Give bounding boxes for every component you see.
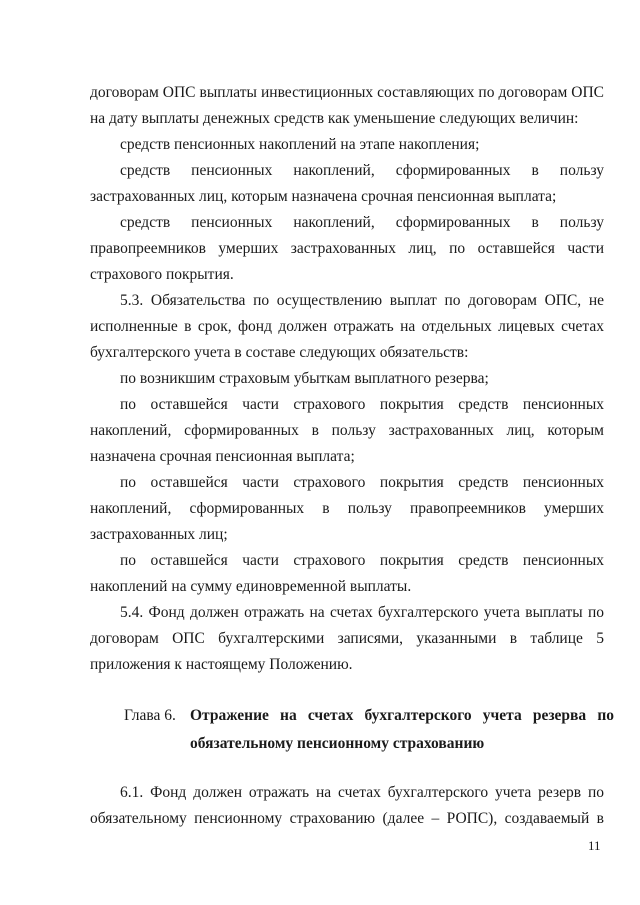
body-text — [90, 80, 604, 678]
page-number: 11 — [588, 838, 601, 853]
clause-6-1-line-2: обязательному пенсионному страхованию (далее – РОПС), создаваемый в — [90, 810, 604, 827]
chapter-title-line-1: Отражение на счетах бухгалтерского учета резерва по — [190, 707, 614, 724]
chapter-heading — [124, 702, 614, 758]
chapter-title-line-2: обязательному пенсионному страхованию — [190, 735, 485, 752]
clause-6-1 — [90, 780, 604, 832]
clause-5-4: 5.4. Фонд должен отражать на счетах бухгалтерского учета выплаты по договорам ОПС бухгалтерскими записями, указанными в таблице 5 приложения к настоящему Положению. — [90, 604, 604, 673]
list-item: средств пенсионных накоплений на этапе накопления; — [120, 136, 480, 153]
list-item: по оставшейся части страхового покрытия средств пенсионных накоплений на сумму единовременной выплаты. — [90, 552, 604, 595]
list-item: по оставшейся части страхового покрытия средств пенсионных накоплений, сформированных в пользу застрахованных лиц, которым назначена срочная пенсионная выплата; — [90, 396, 604, 465]
list-item: по возникшим страховым убыткам выплатного резерва; — [120, 370, 489, 387]
list-item: средств пенсионных накоплений, сформированных в пользу застрахованных лиц, которым назначена срочная пенсионная выплата; — [90, 162, 604, 205]
clause-5-3: 5.3. Обязательства по осуществлению выплат по договорам ОПС, не исполненные в срок, фонд должен отражать на отдельных лицевых счетах бухгалтерского учета в составе следующих обязательств: — [90, 292, 604, 361]
list-item: средств пенсионных накоплений, сформированных в пользу правопреемников умерших застрахованных лиц, по оставшейся части страхового покрытия. — [90, 214, 604, 283]
clause-6-1-line-1: 6.1. Фонд должен отражать на счетах бухгалтерского учета резерв по — [120, 784, 604, 801]
list-item: по оставшейся части страхового покрытия средств пенсионных накоплений, сформированных в пользу правопреемников умерших застрахованных лиц; — [90, 474, 604, 543]
paragraph-continuation: договорам ОПС выплаты инвестиционных составляющих по договорам ОПС на дату выплаты денежных средств как уменьшение следующих величин: — [90, 84, 604, 127]
chapter-title — [190, 702, 614, 758]
chapter-number: Глава 6. — [124, 707, 176, 724]
